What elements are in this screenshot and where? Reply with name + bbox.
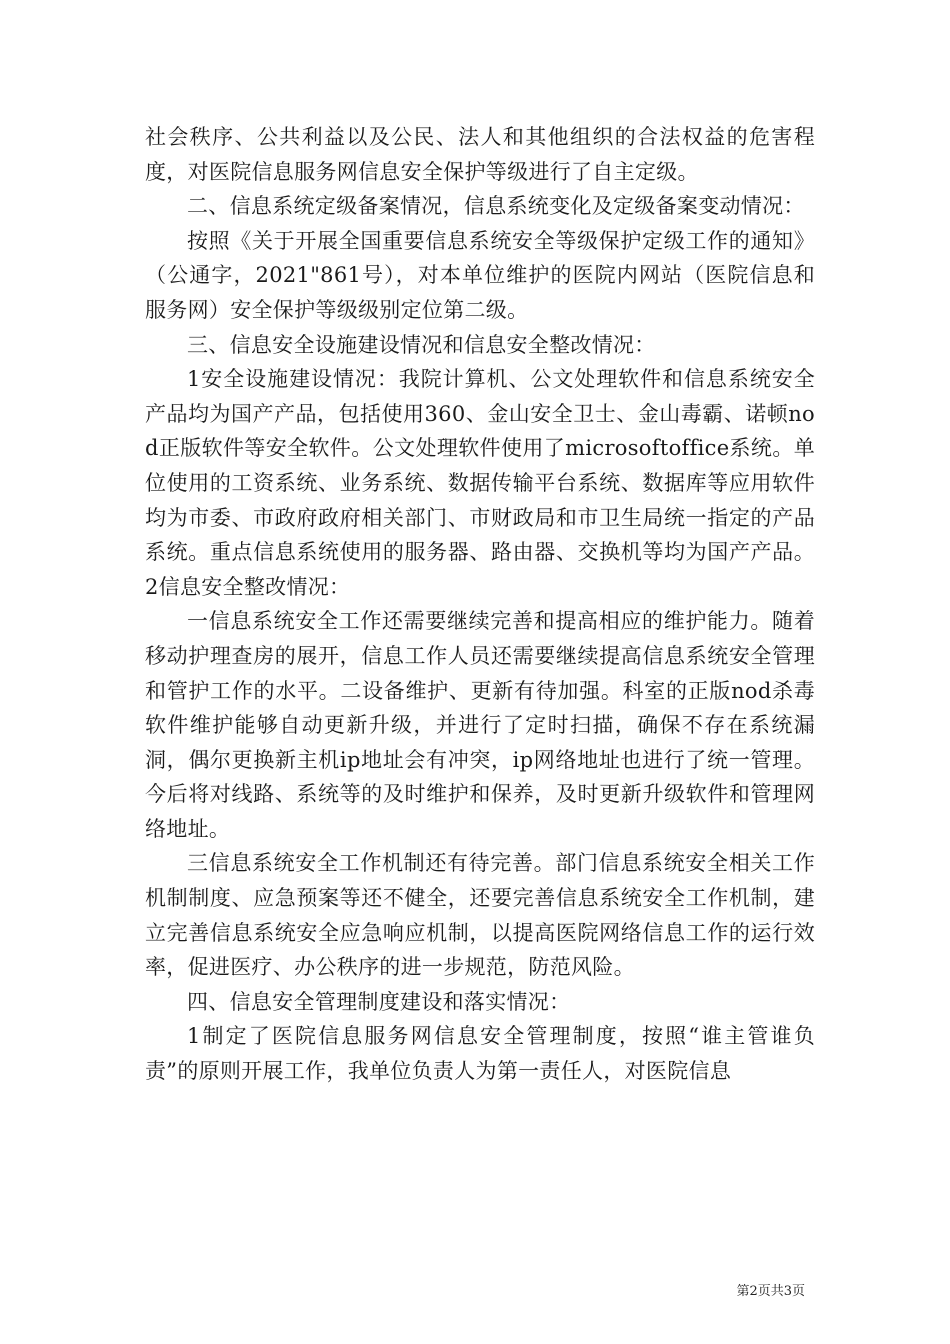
paragraph-5: 1安全设施建设情况：我院计算机、公文处理软件和信息系统安全产品均为国产产品，包括使用360、金山安全卫士、金山毒霸、诺顿nod正版软件等安全软件。公文处理软件使用了microsoftoffice系统。单位使用的工资系统、业务系统、数据传输平台系统、数据库等应用软件均为市委、市政府政府相关部门、市财政局和市卫生局统一指定的产品系统。重点信息系统使用的服务器、路由器、交换机等均为国产产品。2信息安全整改情况：	[145, 367, 815, 599]
paragraph-6: 一信息系统安全工作还需要继续完善和提高相应的维护能力。随着移动护理查房的展开，信息工作人员还需要继续提高信息系统安全管理和管护工作的水平。二设备维护、更新有待加强。科室的正版nod杀毒软件维护能够自动更新升级，并进行了定时扫描，确保不存在系统漏洞，偶尔更换新主机ip地址会有冲突，ip网络地址也进行了统一管理。今后将对线路、系统等的及时维护和保养，及时更新升级软件和管理网络地址。	[145, 609, 815, 841]
paragraph-4: 三、信息安全设施建设情况和信息安全整改情况：	[187, 332, 656, 357]
paragraph-9: 1制定了医院信息服务网信息安全管理制度，按照“谁主管谁负责”的原则开展工作，我单位负责人为第一责任人，对医院信息	[145, 1024, 815, 1084]
paragraph-3: 按照《关于开展全国重要信息系统安全等级保护定级工作的通知》（公通字，2021"861号），对本单位维护的医院内网站（医院信息和服务网）安全保护等级级别定位第二级。	[145, 228, 815, 322]
paragraph-8: 四、信息安全管理制度建设和落实情况：	[187, 989, 571, 1014]
paragraph-2: 二、信息系统定级备案情况，信息系统变化及定级备案变动情况：	[187, 194, 805, 219]
page-number: 第2页共3页	[736, 1284, 805, 1299]
paragraph-7: 三信息系统安全工作机制还有待完善。部门信息系统安全相关工作机制制度、应急预案等还不健全，还要完善信息系统安全工作机制，建立完善信息系统安全应急响应机制，以提高医院网络信息工作的运行效率，促进医疗、办公秩序的进一步规范，防范风险。	[145, 851, 815, 980]
document-body	[145, 120, 815, 1089]
paragraph-1: 社会秩序、公共利益以及公民、法人和其他组织的合法权益的危害程度，对医院信息服务网信息安全保护等级进行了自主定级。	[145, 125, 815, 184]
